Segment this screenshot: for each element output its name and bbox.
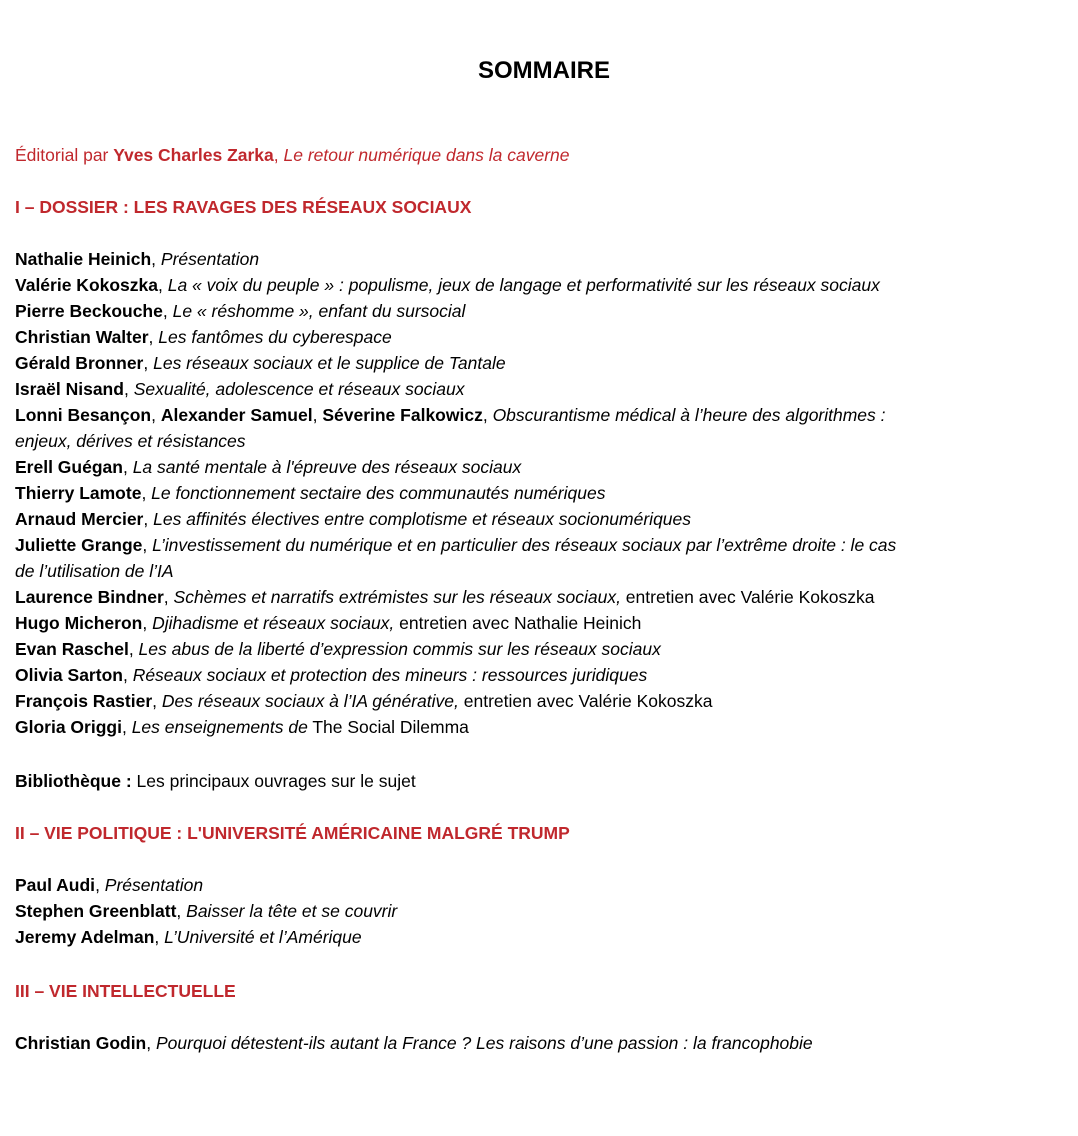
entry-sep: , <box>143 353 154 373</box>
editorial-line <box>15 142 570 168</box>
editorial-title: Le retour numérique dans la caverne <box>283 145 570 165</box>
entry-author: Juliette Grange <box>15 535 143 555</box>
editorial-prefix: Éditorial par <box>15 145 114 165</box>
list-item-continuation <box>15 428 246 454</box>
entry-author: Nathalie Heinich <box>15 249 152 269</box>
entry-sep: , <box>163 587 174 607</box>
entry-title: Baisser la tête et se couvrir <box>186 901 398 921</box>
bibliotheque-label: Bibliothèque : <box>15 771 132 791</box>
section-heading-politique: II – VIE POLITIQUE : L'UNIVERSITÉ AMÉRICAINE MALGRÉ TRUMP <box>15 823 570 843</box>
entry-author: Paul Audi <box>15 875 96 895</box>
entry-author: Olivia Sarton <box>15 665 123 685</box>
entry-sep: , <box>151 405 161 425</box>
entry-sep: , <box>176 901 187 921</box>
list-item-continuation <box>15 558 174 584</box>
list-item <box>15 924 362 950</box>
entry-author: Gloria Origgi <box>15 717 122 737</box>
entry-title: La santé mentale à l'épreuve des réseaux sociaux <box>132 457 522 477</box>
entry-author: Christian Walter <box>15 327 149 347</box>
list-item <box>15 898 397 924</box>
entry-author: Thierry Lamote <box>15 483 142 503</box>
entry-author: Arnaud Mercier <box>15 509 144 529</box>
entry-sep: , <box>143 509 154 529</box>
entry-author: Laurence Bindner <box>15 587 164 607</box>
entry-sep: , <box>95 875 105 895</box>
editorial-author: Yves Charles Zarka <box>113 145 274 165</box>
section-heading-dossier: I – DOSSIER : LES RAVAGES DES RÉSEAUX SOCIAUX <box>15 197 472 217</box>
entry-author: Pierre Beckouche <box>15 301 163 321</box>
entry-author: François Rastier <box>15 691 153 711</box>
entry-title: Les abus de la liberté d’expression commis sur les réseaux sociaux <box>138 639 661 659</box>
entry-sep: , <box>123 379 134 399</box>
list-item <box>15 662 647 688</box>
list-item <box>15 246 259 272</box>
list-item <box>15 272 880 298</box>
entry-author: Israël Nisand <box>15 379 124 399</box>
entry-title: Le fonctionnement sectaire des communautés numériques <box>151 483 606 503</box>
entry-title: enjeux, dérives et résistances <box>15 431 246 451</box>
list-item <box>15 480 605 506</box>
list-item <box>15 506 691 532</box>
list-item <box>15 532 896 558</box>
section-heading-intellectuelle: III – VIE INTELLECTUELLE <box>15 981 236 1001</box>
entry-title: Présentation <box>104 875 204 895</box>
entry-sep: , <box>151 249 161 269</box>
entry-author: Erell Guégan <box>15 457 123 477</box>
list-item <box>15 584 875 610</box>
entry-sep: , <box>482 405 493 425</box>
entry-title: Des réseaux sociaux à l’IA générative, <box>161 691 459 711</box>
entry-title: Les réseaux sociaux et le supplice de Tantale <box>153 353 506 373</box>
list-item <box>15 688 712 714</box>
entry-author: Lonni Besançon <box>15 405 152 425</box>
list-item <box>15 350 506 376</box>
list-item <box>15 1030 813 1056</box>
list-item <box>15 610 641 636</box>
entry-extra: The Social Dilemma <box>307 717 469 737</box>
entry-title: Réseaux sociaux et protection des mineurs : ressources juridiques <box>132 665 648 685</box>
entry-author: Séverine Falkowicz <box>322 405 483 425</box>
entry-author: Evan Raschel <box>15 639 129 659</box>
entry-sep: , <box>122 665 133 685</box>
bibliotheque-text: Les principaux ouvrages sur le sujet <box>131 771 416 791</box>
entry-author: Christian Godin <box>15 1033 147 1053</box>
entry-author: Stephen Greenblatt <box>15 901 177 921</box>
entry-title: Schèmes et narratifs extrémistes sur les réseaux sociaux, <box>173 587 621 607</box>
list-item <box>15 376 464 402</box>
bibliotheque-line <box>15 768 416 794</box>
entry-title: Obscurantisme médical à l’heure des algorithmes : <box>492 405 886 425</box>
entry-sep: , <box>158 275 168 295</box>
entry-title: L’Université et l’Amérique <box>164 927 362 947</box>
entry-author: Jeremy Adelman <box>15 927 155 947</box>
entry-sep: , <box>162 301 173 321</box>
entry-author: Gérald Bronner <box>15 353 144 373</box>
list-item <box>15 872 203 898</box>
entry-sep: , <box>148 327 159 347</box>
entry-title: Djihadisme et réseaux sociaux, <box>152 613 395 633</box>
entry-sep: , <box>142 613 153 633</box>
entry-sep: , <box>141 483 152 503</box>
entry-title: de l’utilisation de l’IA <box>15 561 174 581</box>
entry-author: Hugo Micheron <box>15 613 143 633</box>
entry-sep: , <box>152 691 162 711</box>
entry-sep: , <box>122 457 133 477</box>
entry-sep: , <box>146 1033 156 1053</box>
entry-title: La « voix du peuple » : populisme, jeux de langage et performativité sur les réseaux sociaux <box>167 275 880 295</box>
list-item <box>15 714 469 740</box>
entry-title: Présentation <box>160 249 260 269</box>
entry-title: Sexualité, adolescence et réseaux sociaux <box>133 379 465 399</box>
entry-sep: , <box>128 639 139 659</box>
entry-title: Le « réshomme », enfant du sursocial <box>172 301 466 321</box>
entry-title: Les affinités électives entre complotisme et réseaux socionumériques <box>153 509 692 529</box>
entry-title: Les enseignements de <box>131 717 308 737</box>
page-title: SOMMAIRE <box>478 57 610 84</box>
entry-extra: entretien avec Nathalie Heinich <box>394 613 642 633</box>
list-item <box>15 454 521 480</box>
list-item <box>15 324 392 350</box>
list-item <box>15 402 886 428</box>
entry-title: Les fantômes du cyberespace <box>158 327 392 347</box>
entry-title: Pourquoi détestent-ils autant la France ? Les raisons d’une passion : la francophobie <box>155 1033 813 1053</box>
entry-author: Valérie Kokoszka <box>15 275 158 295</box>
entry-sep: , <box>154 927 165 947</box>
list-item <box>15 636 661 662</box>
entry-sep: , <box>142 535 153 555</box>
list-item <box>15 298 465 324</box>
entry-sep: , <box>312 405 323 425</box>
entry-extra: entretien avec Valérie Kokoszka <box>620 587 875 607</box>
entry-extra: entretien avec Valérie Kokoszka <box>458 691 713 711</box>
entry-sep: , <box>121 717 132 737</box>
entry-author: Alexander Samuel <box>160 405 313 425</box>
entry-title: L’investissement du numérique et en particulier des réseaux sociaux par l’extrême droite : le cas <box>152 535 897 555</box>
editorial-sep: , <box>273 145 284 165</box>
